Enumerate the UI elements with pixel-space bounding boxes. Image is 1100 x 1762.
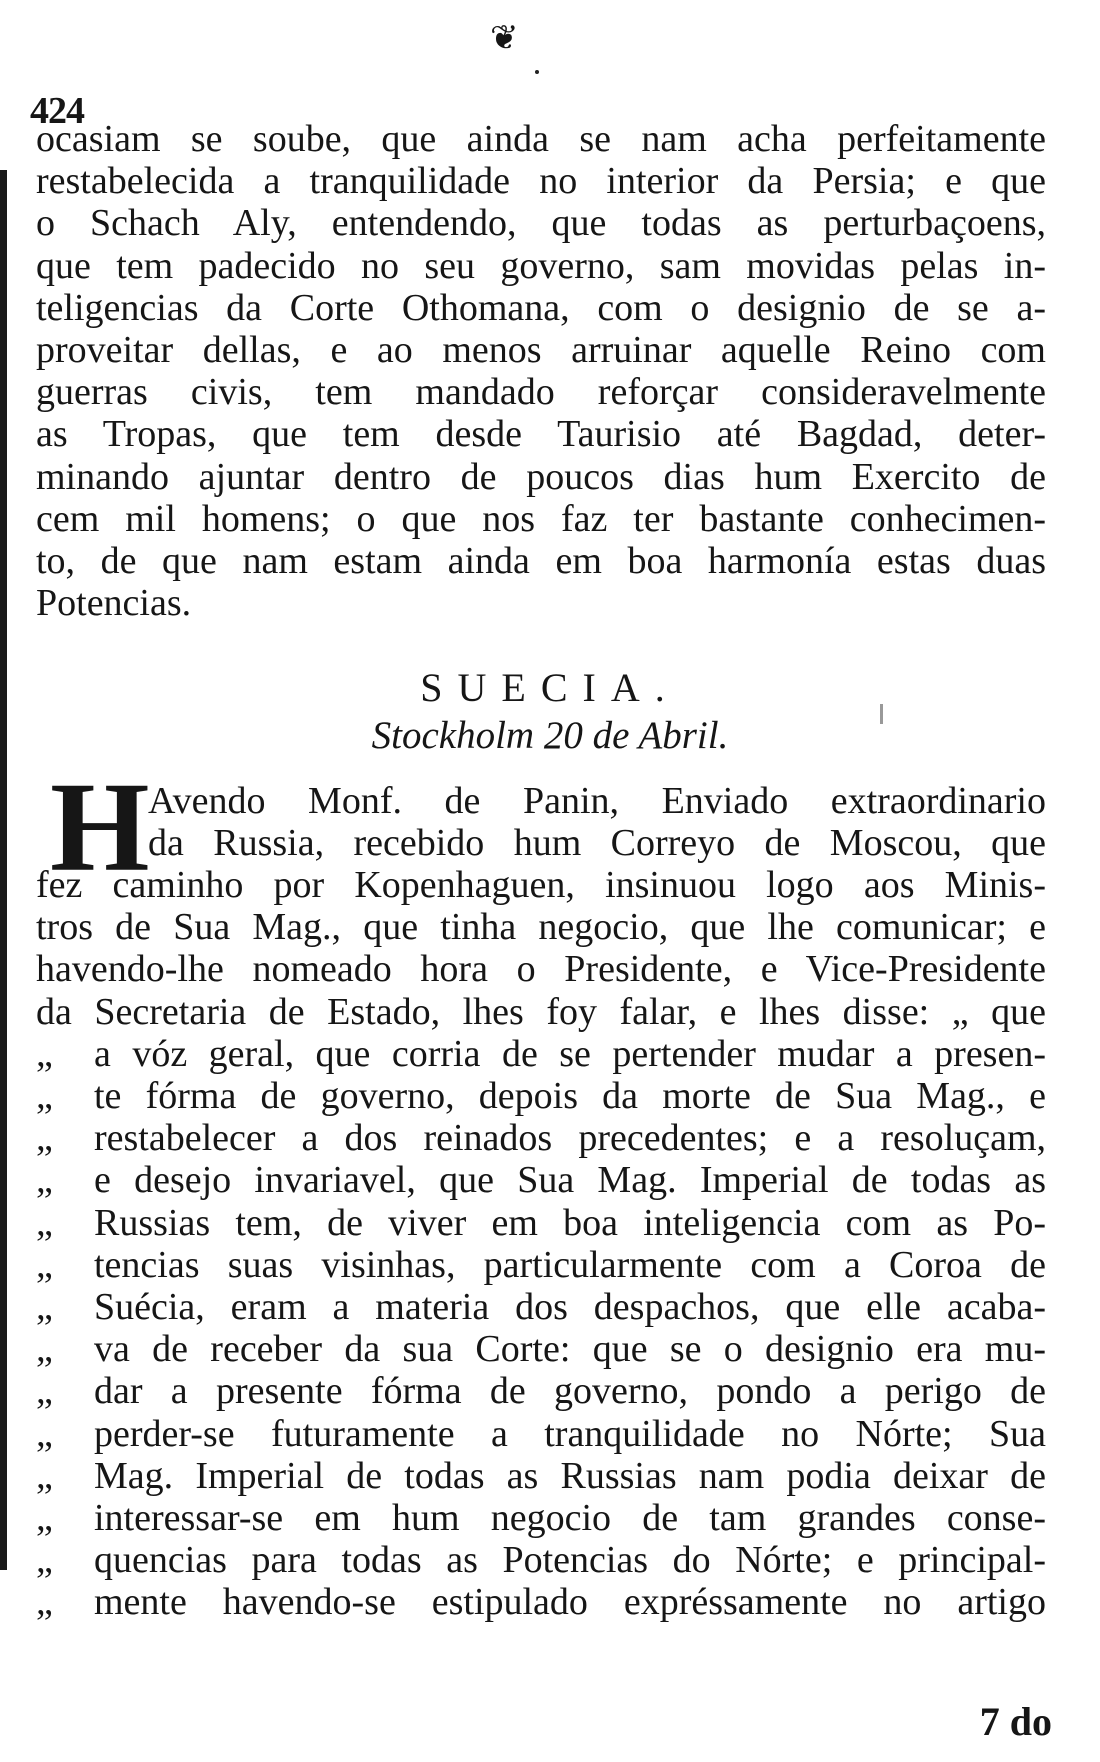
quoted-line <box>36 1413 1046 1455</box>
text-line: minando ajuntar dentro de poucos dias hum Exercito de <box>36 455 1046 498</box>
text-line: teligencias da Corte Othomana, com o designio de se a- <box>36 286 1046 329</box>
text-line: tros de Sua Mag., que tinha negocio, que lhe comunicar; e <box>36 906 1046 949</box>
printer-ornament-icon: ❦ <box>490 20 519 57</box>
section-heading: SUECIA. <box>420 665 680 710</box>
quote-mark: „ <box>36 1454 53 1497</box>
text-line: Avendo Monf. de Panin, Enviado extraordinario <box>148 780 1046 822</box>
text-line: Potencias. <box>36 582 192 625</box>
text-line: restabelecer a dos reinados precedentes; e a resoluçam, <box>94 1117 1046 1160</box>
text-line: perder-se futuramente a tranquilidade no Nórte; Sua <box>94 1412 1046 1455</box>
text-line: Mag. Imperial de todas as Russias nam podia deixar de <box>94 1454 1046 1497</box>
text-line: o Schach Aly, entendendo, que todas as perturbaçoens, <box>36 202 1046 245</box>
quoted-line <box>36 1539 1046 1581</box>
text-line: quencias para todas as Potencias do Nórte; e principal- <box>94 1539 1046 1582</box>
text-line: que tem padecido no seu governo, sam movidas pelas in- <box>36 244 1046 287</box>
quoted-line <box>36 1159 1046 1201</box>
ornament-dot <box>535 70 539 74</box>
suecia-opening-lines <box>148 780 1046 864</box>
text-line: guerras civis, tem mandado reforçar consideravelmente <box>36 371 1046 414</box>
page-edge-shadow <box>0 170 7 1570</box>
quote-mark: „ <box>36 1497 53 1540</box>
quoted-line <box>36 1455 1046 1497</box>
text-line: as Tropas, que tem desde Taurisio até Bagdad, deter- <box>36 413 1046 456</box>
text-line: dar a presente fórma de governo, pondo a perigo de <box>94 1370 1046 1413</box>
text-line: havendo-lhe nomeado hora o Presidente, e Vice-Presidente <box>36 948 1046 991</box>
quoted-line <box>36 1244 1046 1286</box>
dateline: Stockholm 20 de Abril. <box>371 714 729 757</box>
quote-mark: „ <box>36 1117 53 1160</box>
text-line: restabelecida a tranquilidade no interior da Persia; e que <box>36 160 1046 203</box>
quoted-line <box>36 1328 1046 1370</box>
catchword: 7 do <box>979 1699 1052 1744</box>
text-line: cem mil homens; o que nos faz ter bastante conhecimen- <box>36 497 1046 540</box>
quote-mark: „ <box>36 1201 53 1244</box>
quote-mark: „ <box>36 1370 53 1413</box>
text-line: Russias tem, de viver em boa inteligencia com as Po- <box>94 1201 1046 1244</box>
quote-mark: „ <box>36 1412 53 1455</box>
quote-mark: „ <box>36 1159 53 1202</box>
quote-mark: „ <box>36 1032 53 1075</box>
text-line: interessar-se em hum negocio de tam grandes conse- <box>94 1497 1046 1540</box>
page-number: 424 <box>30 90 84 132</box>
quoted-line <box>36 1117 1046 1159</box>
text-line: a vóz geral, que corria de se pertender mudar a presen- <box>94 1032 1046 1075</box>
quote-mark: „ <box>36 1286 53 1329</box>
text-line: da Secretaria de Estado, lhes foy falar, e lhes disse: „ que <box>36 990 1046 1033</box>
text-line: mente havendo-se estipulado expréssamente no artigo <box>94 1581 1046 1624</box>
quoted-line <box>36 1033 1046 1075</box>
quote-mark: „ <box>36 1075 53 1118</box>
margin-mark <box>880 704 883 724</box>
text-line: ocasiam se soube, que ainda se nam acha perfeitamente <box>36 118 1046 160</box>
quoted-line <box>36 1286 1046 1328</box>
text-line: Suécia, eram a materia dos despachos, que elle acaba- <box>94 1286 1046 1329</box>
persia-paragraph <box>36 118 1046 624</box>
text-line: da Russia, recebido hum Correyo de Moscou, que <box>148 822 1046 865</box>
quoted-line <box>36 1075 1046 1117</box>
text-line: tencias suas visinhas, particularmente com a Coroa de <box>94 1243 1046 1286</box>
text-line: proveitar dellas, e ao menos arruinar aquelle Reino com <box>36 329 1046 372</box>
quote-mark: „ <box>36 1243 53 1286</box>
drop-cap: H <box>50 756 150 898</box>
quote-mark: „ <box>36 1328 53 1371</box>
quoted-line <box>36 1370 1046 1412</box>
text-line: te fórma de governo, depois da morte de Sua Mag., e <box>94 1075 1046 1118</box>
quoted-line <box>36 1581 1046 1623</box>
quoted-line <box>36 1497 1046 1539</box>
quoted-line <box>36 1202 1046 1244</box>
text-line: fez caminho por Kopenhaguen, insinuou logo aos Minis- <box>36 864 1046 906</box>
quote-mark: „ <box>36 1581 53 1624</box>
text-line: va de receber da sua Corte: que se o designio era mu- <box>94 1328 1046 1371</box>
suecia-paragraph <box>36 864 1046 1624</box>
quote-mark: „ <box>36 1539 53 1582</box>
text-line: to, de que nam estam ainda em boa harmonía estas duas <box>36 540 1046 583</box>
text-line: e desejo invariavel, que Sua Mag. Imperial de todas as <box>94 1159 1046 1202</box>
